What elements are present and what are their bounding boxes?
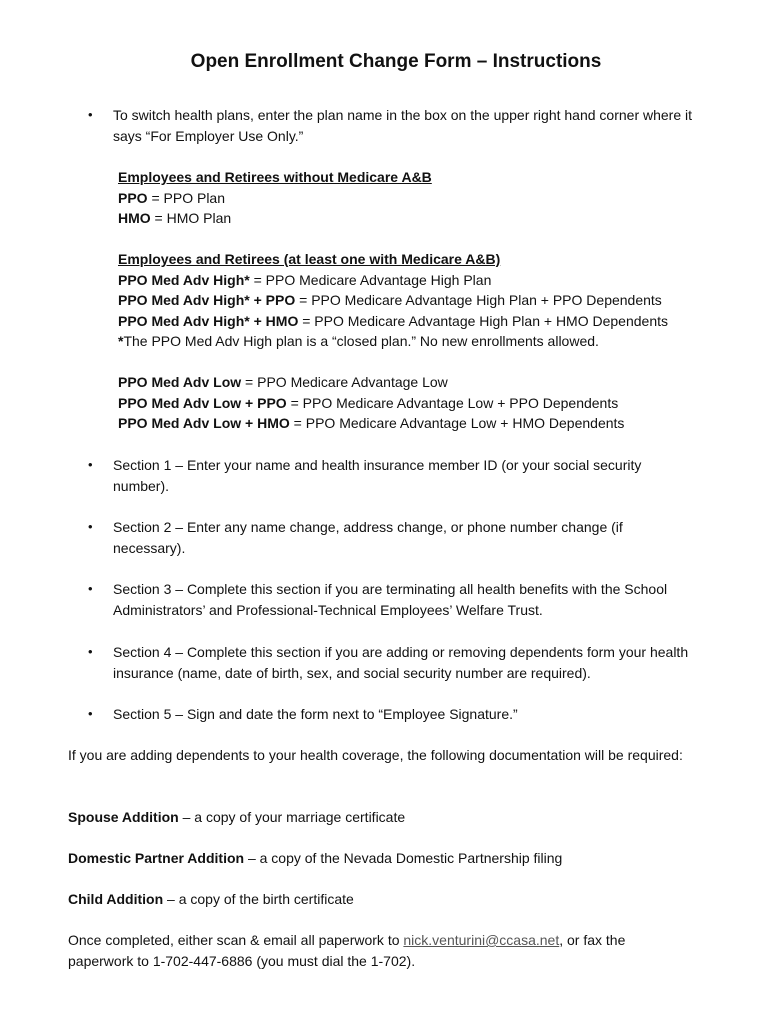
domestic-partner-addition: Domestic Partner Addition – a copy of the Nevada Domestic Partnership filing bbox=[68, 850, 563, 866]
section-2-instruction: Section 2 – Enter any name change, address change, or phone number change (if necessary). bbox=[113, 519, 623, 556]
child-addition: Child Addition – a copy of the birth certificate bbox=[68, 891, 354, 907]
bullet-marker: • bbox=[88, 706, 93, 721]
plan-code-line: PPO = PPO Plan bbox=[118, 189, 226, 206]
email-link[interactable]: nick.venturini@ccasa.net bbox=[403, 932, 560, 948]
plan-code-line: PPO Med Adv Low + PPO = PPO Medicare Advantage Low + PPO Dependents bbox=[118, 394, 619, 411]
spouse-addition: Spouse Addition – a copy of your marriage certificate bbox=[68, 809, 406, 825]
section-1-instruction: Section 1 – Enter your name and health insurance member ID (or your social security number). bbox=[113, 457, 642, 494]
plan-code-line: PPO Med Adv High* + PPO = PPO Medicare Advantage High Plan + PPO Dependents bbox=[118, 292, 662, 308]
plan-group-low bbox=[118, 372, 738, 434]
dependents-intro: If you are adding dependents to your health coverage, the following documentation will be required: bbox=[68, 747, 683, 763]
group-heading: Employees and Retirees (at least one with Medicare A&B) bbox=[118, 251, 501, 267]
section-4-instruction: Section 4 – Complete this section if you are adding or removing dependents form your health insurance (name, date of birth, sex, and social security number are required). bbox=[113, 644, 689, 681]
plan-code-line: HMO = HMO Plan bbox=[118, 210, 232, 226]
plan-code-line: PPO Med Adv Low = PPO Medicare Advantage Low bbox=[118, 374, 448, 390]
plan-group-no-medicare bbox=[118, 167, 738, 229]
switch-plans-instruction: To switch health plans, enter the plan name in the box on the upper right hand corner where it says “For Employer Use Only.” bbox=[113, 107, 693, 144]
plan-code-line: PPO Med Adv High* = PPO Medicare Advantage High Plan bbox=[118, 271, 492, 288]
closing-instructions: Once completed, either scan & email all paperwork to nick.venturini@ccasa.net, or fax the paperwork to 1-702-447-6886 (you must dial the 1-702). bbox=[68, 932, 626, 969]
page-title: Open Enrollment Change Form – Instructions bbox=[190, 51, 602, 72]
bullet-marker: • bbox=[88, 644, 93, 659]
plan-code-line: PPO Med Adv Low + HMO = PPO Medicare Advantage Low + HMO Dependents bbox=[118, 415, 625, 431]
bullet-marker: • bbox=[88, 107, 93, 122]
plan-group-with-medicare bbox=[118, 249, 738, 352]
group-heading: Employees and Retirees without Medicare A&B bbox=[118, 169, 432, 185]
bullet-marker: • bbox=[88, 457, 93, 472]
section-3-instruction: Section 3 – Complete this section if you are terminating all health benefits with the School Administrators’ and Professional-Technical Employees’ Welfare Trust. bbox=[113, 581, 668, 618]
bullet-marker: • bbox=[88, 519, 93, 534]
bullet-marker: • bbox=[88, 581, 93, 596]
plan-code-line: PPO Med Adv High* + HMO = PPO Medicare Advantage High Plan + HMO Dependents bbox=[118, 312, 668, 329]
section-5-instruction: Section 5 – Sign and date the form next to “Employee Signature.” bbox=[113, 706, 518, 722]
closed-plan-note: *The PPO Med Adv High plan is a “closed plan.” No new enrollments allowed. bbox=[118, 333, 599, 349]
